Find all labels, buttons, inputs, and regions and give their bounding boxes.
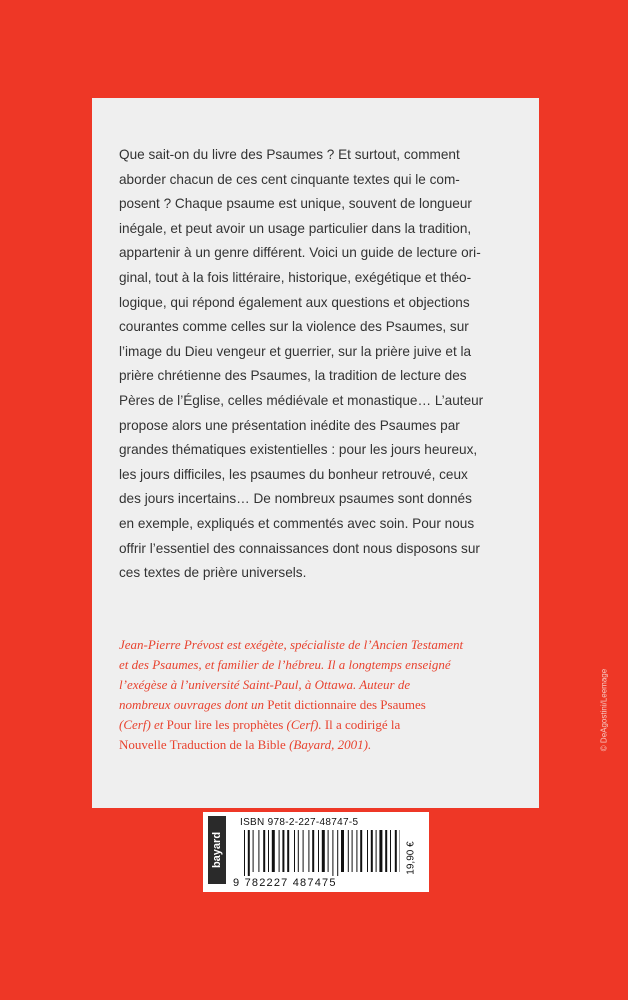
barcode-bar [312,830,314,872]
bio-line [119,677,410,692]
bio-text: (Cerf). [283,717,325,732]
barcode-bar [272,830,275,872]
bio-text: (Cerf) [119,717,151,732]
description-line: posent ? Chaque psaume est unique, souvent de longueur [119,196,472,212]
barcode-bar [348,830,349,872]
description-line: grandes thématiques existentielles : pour les jours heureux, [119,442,478,458]
barcode-bar [282,830,284,872]
barcode-bar [356,830,357,872]
description-line: prière chrétienne des Psaumes, la tradition de lecture des [119,368,467,384]
bio-line [119,637,463,652]
bio-text: est exégète, spécialiste de l’Ancien Testament [223,637,464,652]
barcode-bar [337,830,338,876]
barcode-bar [390,830,391,872]
bio-text: Petit dictionnaire des Psaumes [267,697,426,712]
barcode-bar [322,830,325,872]
barcode-bar [332,830,333,876]
bio-text: nombreux ouvrages dont un [119,697,268,712]
bio-text: Pour lire les prophètes [166,717,284,732]
barcode-bar [367,830,368,872]
bio-line [119,657,451,672]
barcode-bar [308,830,309,872]
isbn-text: ISBN 978-2-227-48747-5 [240,817,359,828]
author-name: Jean-Pierre Prévost [119,637,224,652]
bio-line [119,697,426,712]
description-line: Pères de l’Église, celles médiévale et monastique… L’auteur [119,392,484,408]
bio-text: Il a codirigé la [324,717,401,732]
photo-credit [598,640,610,780]
barcode-digits: 9 782227 487475 [233,877,337,889]
barcode-bar [298,830,299,872]
bio-line [119,717,400,732]
photo-credit-text: © DeAgostini/Leemage [599,668,609,752]
barcode-bar [352,830,353,872]
barcode-bar [253,830,254,872]
barcode-bar [395,830,397,872]
barcode-bar [258,830,259,872]
barcode-bar [279,830,280,872]
description-line: en exemple, expliqués et commentés avec soin. Pour nous [119,515,475,531]
description-line: logique, qui répond également aux questions et objections [119,294,470,310]
bio-text: Nouvelle Traduction de la Bible [119,737,286,752]
description-line: aborder chacun de ces cent cinquante textes qui le com- [119,171,460,187]
barcode-bars [244,830,400,876]
bio-text: et [150,717,167,732]
description-line: des jours incertains… De nombreux psaumes sont donnés [119,491,472,507]
barcode-bar [268,830,269,872]
barcode-bar [287,830,289,872]
description-line: l’image du Dieu vengeur et guerrier, sur la prière juive et la [119,343,472,359]
description-line: ginal, tout à la fois littéraire, historique, exégétique et théo- [119,269,472,285]
price-label [404,830,418,886]
barcode-bar [244,830,245,876]
barcode-bar [341,830,344,872]
bio-line [119,737,371,752]
barcode-bar [248,830,250,876]
barcode-bar [263,830,265,872]
description-line: offrir l’essentiel des connaissances dont nous disposons sur [119,540,480,556]
barcode-bar [360,830,362,872]
barcode-bar [318,830,319,872]
barcode-bar [376,830,377,872]
price-text: 19,90 € [405,841,417,875]
bio-text: l’exégèse à l’université Saint-Paul, à Ottawa. Auteur de [119,677,411,692]
author-bio [119,635,517,755]
text-panel [92,98,539,808]
description-line: ces textes de prière universels. [119,565,307,581]
barcode-bar [328,830,329,872]
description-line: courantes comme celles sur la violence des Psaumes, sur [119,319,469,335]
description-line: appartenir à un genre différent. Voici un guide de lecture ori- [119,245,481,261]
bio-text: (Bayard, 2001). [285,737,372,752]
description-line: Que sait-on du livre des Psaumes ? Et surtout, comment [119,147,460,162]
publisher-logo [208,816,226,884]
barcode-bar [371,830,373,872]
barcode-bar [379,830,382,872]
description-line: les jours difficiles, les psaumes du bonheur retrouvé, ceux [119,466,468,482]
barcode-bar [294,830,295,872]
publisher-name: bayard [211,831,223,869]
bio-text: et des Psaumes, et familier de l’hébreu. Il a longtemps enseigné [119,657,451,672]
description-line: inégale, et peut avoir un usage particulier dans la tradition, [119,220,472,236]
book-description [119,143,517,586]
barcode-bar [303,830,304,872]
barcode-bar [385,830,387,872]
description-line: propose alors une présentation inédite des Psaumes par [119,417,460,433]
